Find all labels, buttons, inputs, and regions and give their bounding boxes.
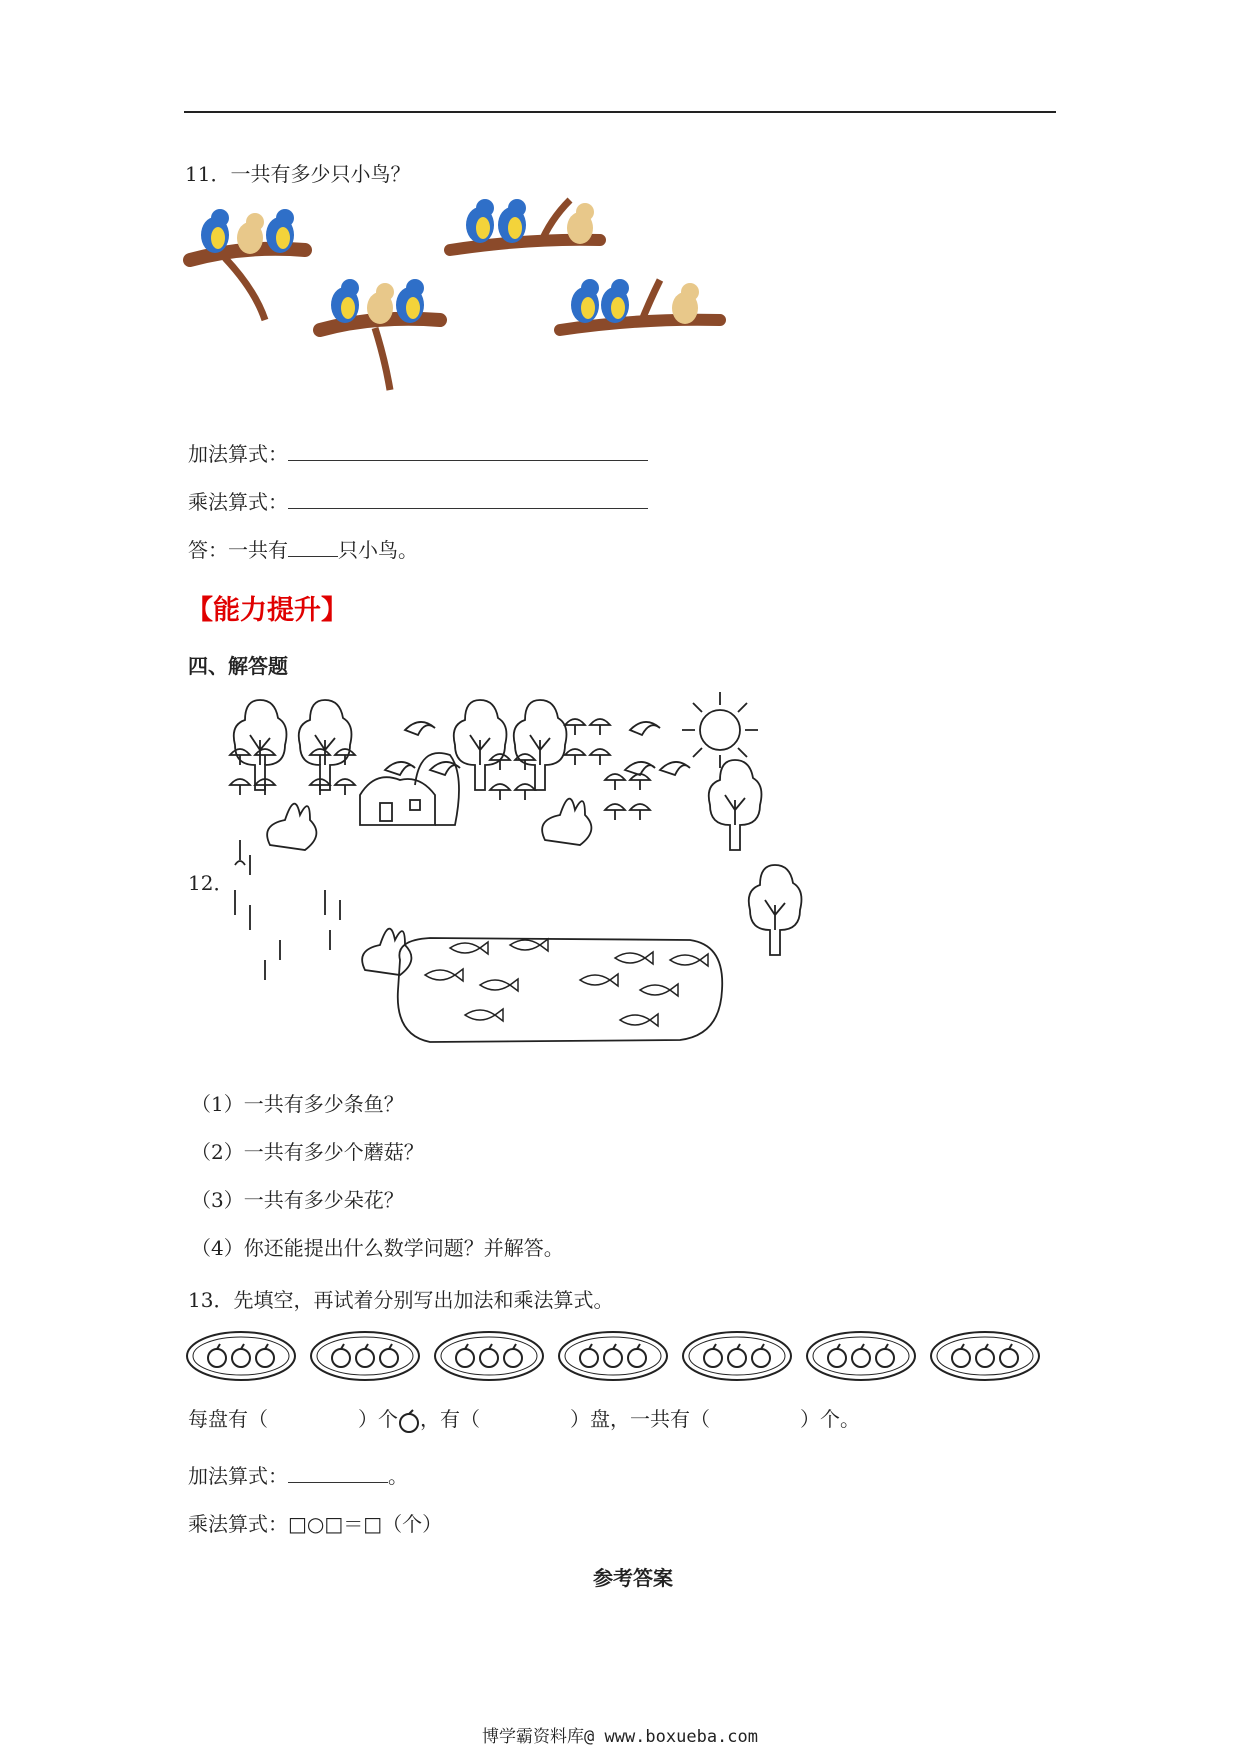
- birds-on-branches-image: [185, 200, 725, 415]
- addition-label: 加法算式：: [188, 442, 288, 466]
- section-title: 【能力提升】: [186, 595, 348, 626]
- fill-text-1: 每盘有（: [188, 1407, 268, 1431]
- q13-title: 13．先填空，再试着分别写出加法和乘法算式。: [188, 1288, 614, 1312]
- q13-addition-line: [188, 1462, 408, 1490]
- q12-sub-1: （1）一共有多少条鱼？: [191, 1092, 404, 1116]
- q13-addition-end: 。: [388, 1464, 408, 1488]
- q13-addition-label: 加法算式：: [188, 1464, 288, 1488]
- forest-scene-image: [230, 690, 810, 1060]
- multiplication-blank[interactable]: [288, 488, 648, 509]
- fill-text-4: ）盘，一共有（: [570, 1407, 710, 1431]
- footer-text: 博学霸资料库@ www.boxueba.com: [482, 1727, 758, 1747]
- fill-text-2: ）个: [358, 1407, 398, 1431]
- answer-prefix: 答：一共有: [188, 538, 288, 562]
- q12-number: 12．: [188, 871, 234, 895]
- q12-sub-4: （4）你还能提出什么数学问题？并解答。: [191, 1236, 564, 1260]
- q11-multiplication-line: [188, 488, 648, 516]
- q13-fill-line: [188, 1405, 860, 1433]
- q11-addition-line: [188, 440, 648, 468]
- q12-sub-2: （2）一共有多少个蘑菇？: [191, 1140, 424, 1164]
- q11-title: 11．一共有多少只小鸟？: [185, 162, 411, 186]
- q12-sub-3: （3）一共有多少朵花？: [191, 1188, 404, 1212]
- q13-addition-blank[interactable]: [288, 1462, 388, 1483]
- apple-plates-image: [185, 1328, 1055, 1383]
- q13-multiplication-line: 乘法算式：□○□＝□（个）: [188, 1512, 443, 1536]
- answer-blank[interactable]: [288, 536, 338, 557]
- apple-icon: [398, 1409, 420, 1433]
- answer-suffix: 只小鸟。: [338, 538, 418, 562]
- addition-blank[interactable]: [288, 440, 648, 461]
- header-rule: [184, 111, 1056, 113]
- fill-text-3: ，有（: [420, 1407, 480, 1431]
- fill-text-5: ）个。: [800, 1407, 860, 1431]
- multiplication-label: 乘法算式：: [188, 490, 288, 514]
- q11-answer-line: [188, 536, 418, 564]
- answer-title: 参考答案: [593, 1566, 673, 1590]
- part-heading: 四、解答题: [188, 654, 288, 678]
